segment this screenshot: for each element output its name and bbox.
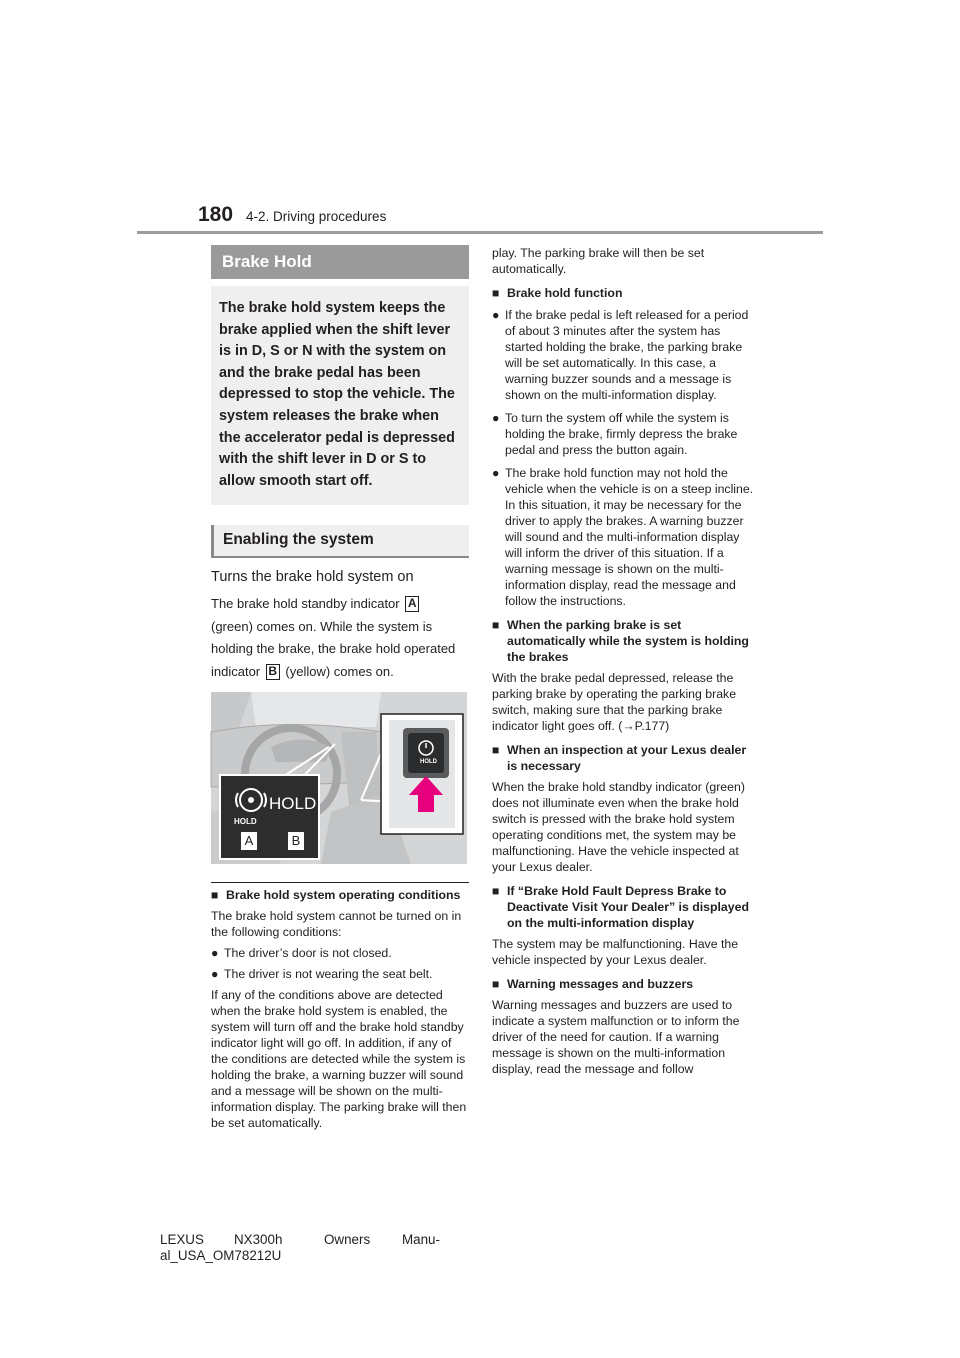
note-title: ■ Brake hold system operating conditions bbox=[211, 887, 469, 903]
operating-conditions-note bbox=[211, 882, 469, 1131]
note-title: ■ When the parking brake is set automatically while the system is holding the brakes bbox=[492, 617, 754, 665]
continued-paragraph: play. The parking brake will then be set automatically. bbox=[492, 246, 705, 276]
footer bbox=[160, 1232, 440, 1264]
bullet-item: ● To turn the system off while the system is holding the brake, firmly depress the brake pedal and press the button again. bbox=[492, 410, 754, 458]
note-title: ■ If “Brake Hold Fault Depress Brake to Deactivate Visit Your Dealer” is displayed on the multi-information display bbox=[492, 883, 754, 931]
desc-part-2: (green) comes on. While the system is holding the brake, the brake hold operated indicator bbox=[211, 618, 456, 679]
footer-word: NX300h bbox=[234, 1232, 283, 1247]
step-text: Turns the brake hold system on bbox=[211, 569, 414, 586]
callout-letter-b: B bbox=[266, 664, 280, 680]
footer-word: LEXUS bbox=[160, 1232, 204, 1247]
footer-line-2: al_USA_OM78212U bbox=[160, 1248, 282, 1263]
subsection-heading: Enabling the system bbox=[211, 525, 469, 558]
indicator-small-label: HOLD bbox=[234, 817, 257, 827]
page-number: 180 bbox=[198, 203, 234, 226]
bullet-item: ● The driver’s door is not closed. bbox=[211, 945, 469, 961]
note-title: ■ Warning messages and buzzers bbox=[492, 976, 754, 992]
switch-label: HOLD bbox=[420, 759, 437, 766]
footer-word: Manu- bbox=[402, 1232, 440, 1247]
continued-text bbox=[492, 212, 754, 245]
note-text: With the brake pedal depressed, release the parking brake by operating the parking brake switch, making sure that the parking brake indicator light goes off. (→P.177) bbox=[492, 671, 737, 733]
note-title: ■ When an inspection at your Lexus dealer is necessary bbox=[492, 742, 754, 774]
note-title: ■ Brake hold function bbox=[492, 285, 754, 301]
bullet-item: ● The brake hold function may not hold the vehicle when the vehicle is on a steep incline. In this situation, it may be necessary for the driver to apply the brakes. A warning buzzer will sound and the multi-information display will inform the driver of this situation. If a warning message is shown on the multi-information display, read the message and follow the instructions. bbox=[492, 465, 754, 609]
bullet-item: ● If the brake pedal is left released for a period of about 3 minutes after the system has started holding the brake, the parking brake will be set automatically. In this case, a warning buzzer sounds and a message is shown on the multi-information display. bbox=[492, 307, 754, 403]
figure-callout-a: A bbox=[241, 832, 257, 850]
desc-part-1: The brake hold standby indicator bbox=[211, 596, 400, 612]
note-text-continued: If any of the conditions above are detected when the brake hold system is enabled, the system will turn off and the brake hold standby indicator light will go off. In addition, if any of the conditions are detected while the system is holding the brake, a warning buzzer will sound and a message will be shown on the multi-information display. The parking brake will then be set automatically. bbox=[211, 988, 467, 1131]
note-text: The brake hold system cannot be turned on in the following conditions: bbox=[211, 909, 462, 940]
footer-word: Owners bbox=[324, 1232, 371, 1247]
callout-letter-a: A bbox=[405, 596, 419, 612]
note-text: When the brake hold standby indicator (green) does not illuminate even when the brake hold switch is pressed with the brake hold system operating conditions met, the system may be malfunctioning. Have the vehicle inspected at your Lexus dealer. bbox=[492, 780, 745, 874]
section-breadcrumb: 4-2. Driving procedures bbox=[246, 209, 387, 224]
intro-box: The brake hold system keeps the brake applied when the shift lever is in D, S or N with the system on and the brake pedal has been depressed to stop the vehicle. The system releases the brake when the accelerator pedal is depressed with the shift lever in D or S to allow smooth start off. bbox=[211, 286, 469, 505]
desc-part-3: (yellow) comes on. bbox=[285, 663, 394, 679]
figure-callout-b: B bbox=[288, 832, 304, 850]
indicator-inset bbox=[219, 774, 320, 860]
dashboard-illustration bbox=[211, 692, 467, 864]
bullet-item: ● The driver is not wearing the seat belt. bbox=[211, 966, 469, 982]
step-description bbox=[211, 593, 469, 683]
right-column bbox=[492, 244, 754, 1077]
left-column bbox=[211, 245, 469, 1131]
hold-text-label: HOLD bbox=[269, 794, 317, 814]
note-text: Warning messages and buzzers are used to indicate a system malfunction or to inform the driver of the need for caution. If a warning message is shown on the multi-information display, read the message and follow bbox=[492, 998, 740, 1076]
section-title: Brake Hold bbox=[211, 245, 469, 279]
note-text: The system may be malfunctioning. Have the vehicle inspected by your Lexus dealer. bbox=[492, 937, 739, 967]
